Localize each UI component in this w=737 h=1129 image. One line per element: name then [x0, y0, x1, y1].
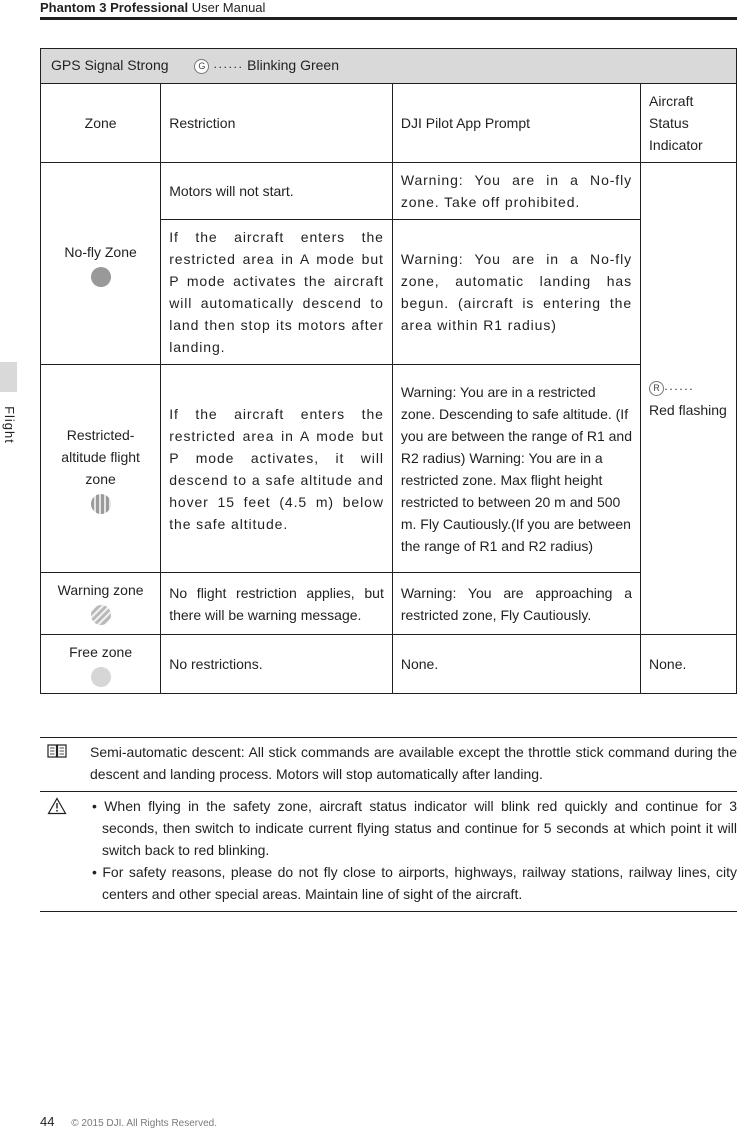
restricted-restriction: If the aircraft enters the restricted area in A mode but P mode activates, it will descend to a safe altitude and hover 15 feet (4.5 m) below the safe altitude.: [161, 365, 393, 573]
blink-dots: ······: [213, 59, 244, 74]
table-header-row: [41, 84, 737, 163]
green-indicator-icon: G: [194, 59, 209, 74]
red-flashing-label: Red flashing: [649, 402, 727, 419]
table-row: [41, 635, 737, 694]
book-icon: [47, 743, 67, 765]
table-row: [41, 163, 737, 220]
nofly-restriction-1: Motors will not start.: [161, 163, 393, 220]
warning-zone-label: Warning zone: [57, 582, 144, 598]
col-header-prompt: DJI Pilot App Prompt: [392, 84, 640, 163]
red-blink-dots: ······: [664, 381, 694, 396]
flight-zone-table: [40, 48, 737, 694]
warning-zone-cell: [41, 573, 161, 635]
note-warnings: [40, 791, 737, 912]
free-zone-icon: [91, 667, 111, 687]
nofly-prompt-2: Warning: You are in a No-fly zone, automatic landing has begun. (aircraft is entering the area within R1 radius): [392, 220, 640, 365]
nofly-zone-label: No-fly Zone: [64, 243, 137, 260]
header-subtitle: User Manual: [191, 0, 266, 15]
free-zone-cell: [41, 635, 161, 694]
col-header-restriction: Restriction: [161, 84, 393, 163]
page-footer: [40, 1114, 217, 1128]
col-header-zone: Zone: [41, 84, 161, 163]
table-row: [41, 573, 737, 635]
gps-status-cell: [41, 49, 737, 84]
page-header: [40, 0, 737, 20]
note-semi-auto: [40, 737, 737, 791]
nofly-prompt-1: Warning: You are in a No-fly zone. Take off prohibited.: [392, 163, 640, 220]
warning-prompt: Warning: You are approaching a restricted zone, Fly Cautiously.: [392, 573, 640, 635]
copyright: © 2015 DJI. All Rights Reserved.: [71, 1118, 218, 1129]
side-tab-marker: [0, 362, 17, 392]
free-zone-label: Free zone: [69, 644, 133, 660]
restricted-zone-label: Restricted-altitude flight zone: [61, 426, 140, 487]
red-indicator-icon: R: [649, 381, 664, 396]
free-indicator: None.: [641, 635, 737, 694]
note-warning-1: • When flying in the safety zone, aircraft status indicator will blink red quickly and continue for 3 seconds, then switch to indicate current flying status and continue for 5 seconds at which point it will switch back to red blinking.: [92, 798, 737, 858]
page-number: 44: [40, 1114, 55, 1129]
red-indicator-cell: [641, 163, 737, 635]
warning-restriction: No flight restriction applies, but there will be warning message.: [161, 573, 393, 635]
side-tab-label: Flight: [2, 406, 17, 444]
notes-section: [40, 737, 737, 912]
free-restriction: No restrictions.: [161, 635, 393, 694]
nofly-zone-icon: [91, 267, 111, 287]
restricted-zone-cell: [41, 365, 161, 573]
warning-zone-icon: [91, 605, 111, 625]
header-brand: Phantom 3 Professional: [40, 0, 189, 15]
note-semi-auto-text: Semi-automatic descent: All stick commands are available except the throttle stick command during the descent and landing process. Motors will stop automatically after landing.: [90, 744, 737, 782]
warning-triangle-icon: [47, 797, 67, 821]
restricted-zone-icon: [91, 494, 111, 514]
table-title-row: [41, 49, 737, 84]
nofly-zone-cell: [41, 163, 161, 365]
blink-label: Blinking Green: [247, 57, 339, 74]
restricted-prompt: Warning: You are in a restricted zone. Descending to safe altitude. (If you are between the range of R1 and R2 radius) Warning: You are in a restricted zone. Max flight height restricted to between 20 m and 500 m. Fly Cautiously.(If you are between the range of R1 and R2 radius): [392, 365, 640, 573]
nofly-restriction-2: If the aircraft enters the restricted area in A mode but P mode activates the aircraft will automatically descend to land then stop its motors after landing.: [161, 220, 393, 365]
table-row: [41, 365, 737, 573]
gps-signal-label: GPS Signal Strong: [51, 57, 169, 74]
col-header-indicator: Aircraft Status Indicator: [641, 84, 737, 163]
note-warning-2: • For safety reasons, please do not fly close to airports, highways, railway stations, railway lines, city centers and other special areas. Maintain line of sight of the aircraft.: [92, 864, 737, 902]
free-prompt: None.: [392, 635, 640, 694]
